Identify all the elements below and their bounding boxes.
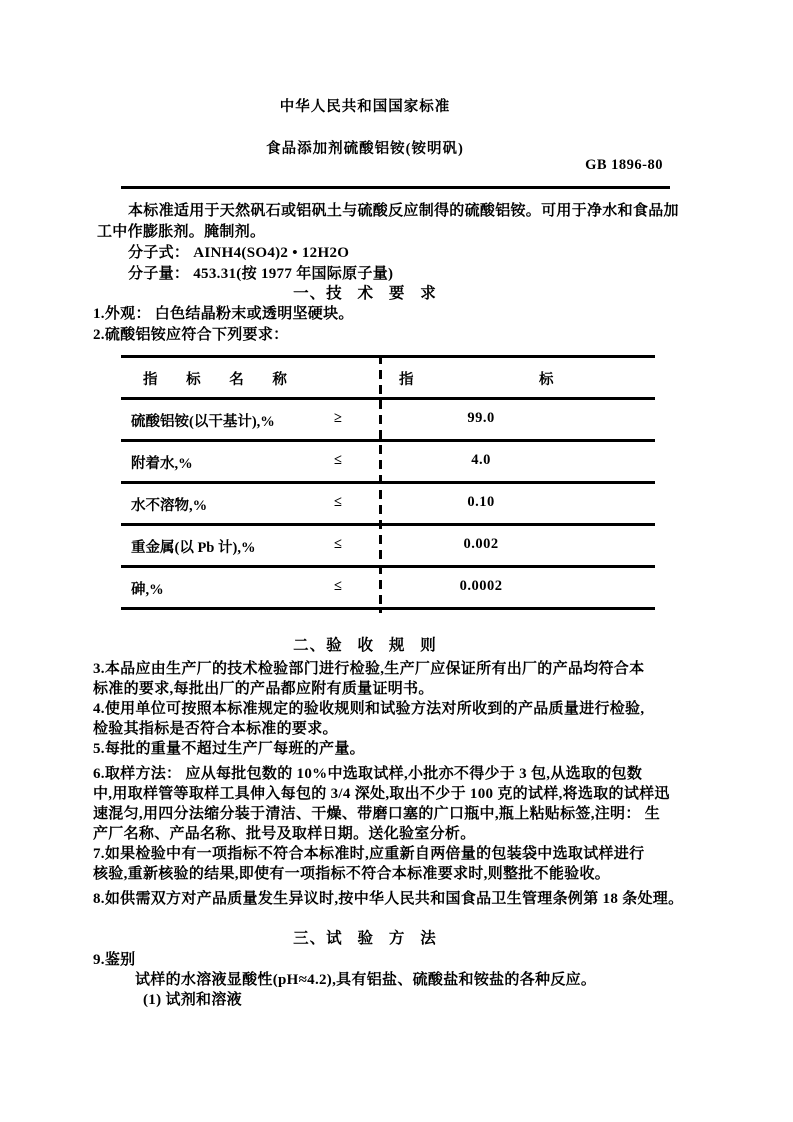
row-relation: ≤ (334, 452, 342, 468)
section1-heading: 一、技 术 要 求 (293, 285, 437, 302)
table-row (121, 484, 655, 526)
table-header-row (121, 358, 655, 400)
row-value: 0.0002 (459, 578, 503, 594)
name-column-header: 指 标 名 称 (143, 372, 287, 388)
row-name: 水不溶物,% (131, 498, 208, 514)
acceptance-line: 标准的要求,每批出厂的产品都应附有质量证明书。 (93, 681, 434, 697)
appearance-item: 1.外观： 白色结晶粉末或透明坚硬块。 (93, 306, 354, 322)
row-value: 0.10 (467, 494, 495, 510)
row-name: 附着水,% (131, 456, 193, 472)
scope-line-2: 工中作膨胀剂。腌制剂。 (97, 224, 266, 240)
value-column-header-right: 标 (539, 372, 554, 388)
acceptance-line: 3.本品应由生产厂的技术检验部门进行检验,生产厂应保证所有出厂的产品均符合本 (93, 661, 645, 677)
table-row (121, 568, 655, 610)
acceptance-line: 8.如供需双方对产品质量发生异议时,按中华人民共和国食品卫生管理条例第 18 条处理。 (93, 891, 684, 907)
row-relation: ≤ (334, 578, 342, 594)
header-rule (121, 186, 670, 189)
row-name: 重金属(以 Pb 计),% (131, 540, 256, 556)
reagents-item: (1) 试剂和溶液 (143, 992, 242, 1008)
doc-title: 中华人民共和国国家标准 (279, 99, 451, 115)
section3-heading: 三、试 验 方 法 (293, 930, 437, 947)
row-relation: ≤ (334, 494, 342, 510)
acceptance-line: 7.如果检验中有一项指标不符合本标准时,应重新自两倍量的包装袋中选取试样进行 (93, 846, 645, 862)
table-row (121, 442, 655, 484)
row-relation: ≥ (334, 410, 342, 426)
standard-number: GB 1896-80 (585, 157, 663, 173)
row-value: 4.0 (471, 452, 491, 468)
row-name: 硫酸铝铵(以干基计),% (131, 414, 275, 430)
acceptance-line: 产厂名称、产品名称、批号及取样日期。送化验室分析。 (93, 826, 476, 842)
acceptance-line: 核验,重新核验的结果,即使有一项指标不符合本标准要求时,则整批不能验收。 (93, 866, 611, 882)
acceptance-line: 中,用取样管等取样工具伸入每包的 3/4 深处,取出不少于 100 克的试样,将选取的试样迅 (93, 786, 670, 802)
acceptance-line: 6.取样方法： 应从每批包数的 10%中选取试样,小批亦不得少于 3 包,从选取的包数 (93, 766, 643, 782)
row-name: 砷,% (131, 582, 164, 598)
identification-item: 9.鉴别 (93, 952, 136, 968)
spec-table (121, 355, 655, 610)
molecular-weight-line: 分子量： 453.31(按 1977 年国际原子量) (128, 266, 394, 282)
acceptance-line: 速混匀,用四分法缩分装于清洁、干燥、带磨口塞的广口瓶中,瓶上粘贴标签,注明： 生 (93, 806, 661, 822)
acceptance-line: 4.使用单位可按照本标准规定的验收规则和试验方法对所收到的产品质量进行检验, (93, 701, 645, 717)
row-value: 99.0 (467, 410, 495, 426)
value-column-header-left: 指 (399, 372, 414, 388)
doc-subtitle: 食品添加剂硫酸铝铵(铵明矾) (266, 141, 464, 157)
row-relation: ≤ (334, 536, 342, 552)
acceptance-line: 检验其指标是否符合本标准的要求。 (93, 721, 338, 737)
molecular-formula-line: 分子式： AINH4(SO4)2 • 12H2O (128, 245, 350, 261)
section2-heading: 二、验 收 规 则 (293, 637, 437, 654)
requirement-item: 2.硫酸铝铵应符合下列要求： (93, 327, 289, 343)
identification-desc: 试样的水溶液显酸性(pH≈4.2),具有铝盐、硫酸盐和铵盐的各种反应。 (135, 972, 597, 988)
acceptance-line: 5.每批的重量不超过生产厂每班的产量。 (93, 741, 365, 757)
scope-line-1: 本标准适用于天然矾石或铝矾土与硫酸反应制得的硫酸铝铵。可用于净水和食品加 (128, 203, 679, 219)
table-row (121, 400, 655, 442)
table-row (121, 526, 655, 568)
row-value: 0.002 (463, 536, 499, 552)
